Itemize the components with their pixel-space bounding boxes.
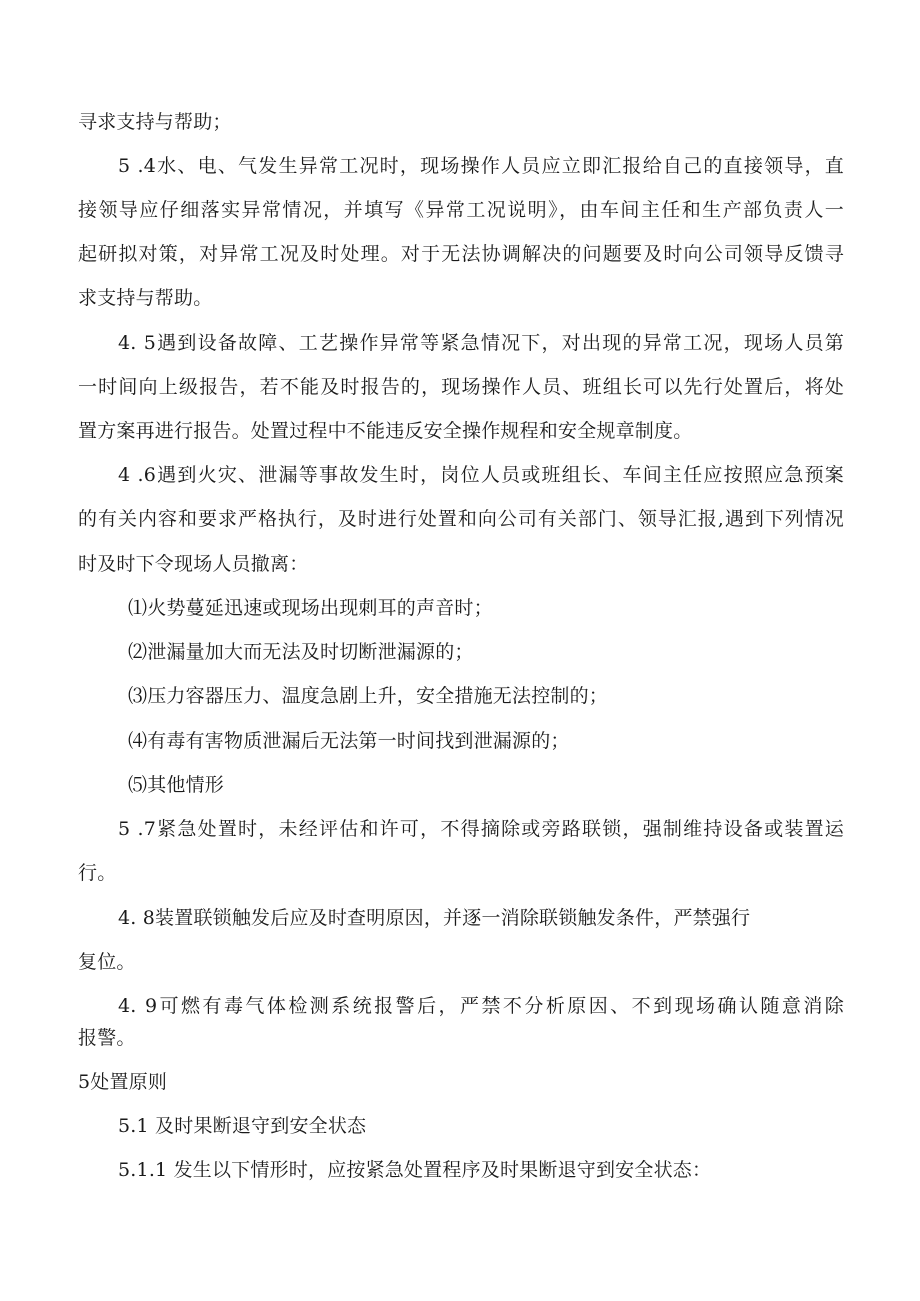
subsection-heading: 5.1 及时果断退守到安全状态 [118, 1115, 367, 1137]
list-item: ⑷有毒有害物质泄漏后无法第一时间找到泄漏源的； [128, 730, 570, 752]
list-item: ⑶压力容器压力、温度急剧上升，安全措施无法控制的； [128, 685, 609, 707]
paragraph-line: 4 .6遇到火灾、泄漏等事故发生时，岗位人员或班组长、车间主任应按照应急预案 [118, 464, 844, 486]
paragraph-line: 4. 5遇到设备故障、工艺操作异常等紧急情况下，对出现的异常工况，现场人员第 [118, 332, 844, 354]
paragraph-line: 4. 9可燃有毒气体检测系统报警后，严禁不分析原因、不到现场确认随意消除 [118, 995, 844, 1017]
paragraph-line: 寻求支持与帮助； [78, 111, 232, 133]
paragraph-line: 接领导应仔细落实异常情况，并填写《异常工况说明》，由车间主任和生产部负责人一 [78, 199, 844, 221]
paragraph-line: 4. 8装置联锁触发后应及时查明原因，并逐一消除联锁触发条件，严禁强行 [118, 907, 751, 929]
paragraph-line: 复位。 [78, 951, 136, 973]
list-item: ⑴火势蔓延迅速或现场出现刺耳的声音时； [128, 597, 493, 619]
paragraph-line: 一时间向上级报告，若不能及时报告的，现场操作人员、班组长可以先行处置后，将处 [78, 376, 844, 398]
paragraph-line: 5 .7紧急处置时，未经评估和许可，不得摘除或旁路联锁，强制维持设备或装置运 [118, 818, 844, 840]
paragraph-line: 的有关内容和要求严格执行，及时进行处置和向公司有关部门、领导汇报,遇到下列情况 [78, 508, 844, 530]
paragraph-line: 报警。 [78, 1027, 136, 1049]
paragraph-line: 置方案再进行报告。处置过程中不能违反安全操作规程和安全规章制度。 [78, 420, 693, 442]
list-item: ⑵泄漏量加大而无法及时切断泄漏源的； [128, 641, 474, 663]
subsection-heading: 5.1.1 发生以下情形时，应按紧急处置程序及时果断退守到安全状态： [118, 1159, 712, 1181]
paragraph-line: 起研拟对策，对异常工况及时处理。对于无法协调解决的问题要及时向公司领导反馈寻 [78, 243, 844, 265]
paragraph-line: 时及时下令现场人员撤离： [78, 553, 309, 575]
paragraph-line: 5 .4水、电、气发生异常工况时，现场操作人员应立即汇报给自己的直接领导，直 [118, 155, 844, 177]
list-item: ⑸其他情形 [128, 774, 225, 796]
paragraph-line: 求支持与帮助。 [78, 287, 213, 309]
section-heading: 5处置原则 [78, 1071, 168, 1093]
paragraph-line: 行。 [78, 862, 117, 884]
